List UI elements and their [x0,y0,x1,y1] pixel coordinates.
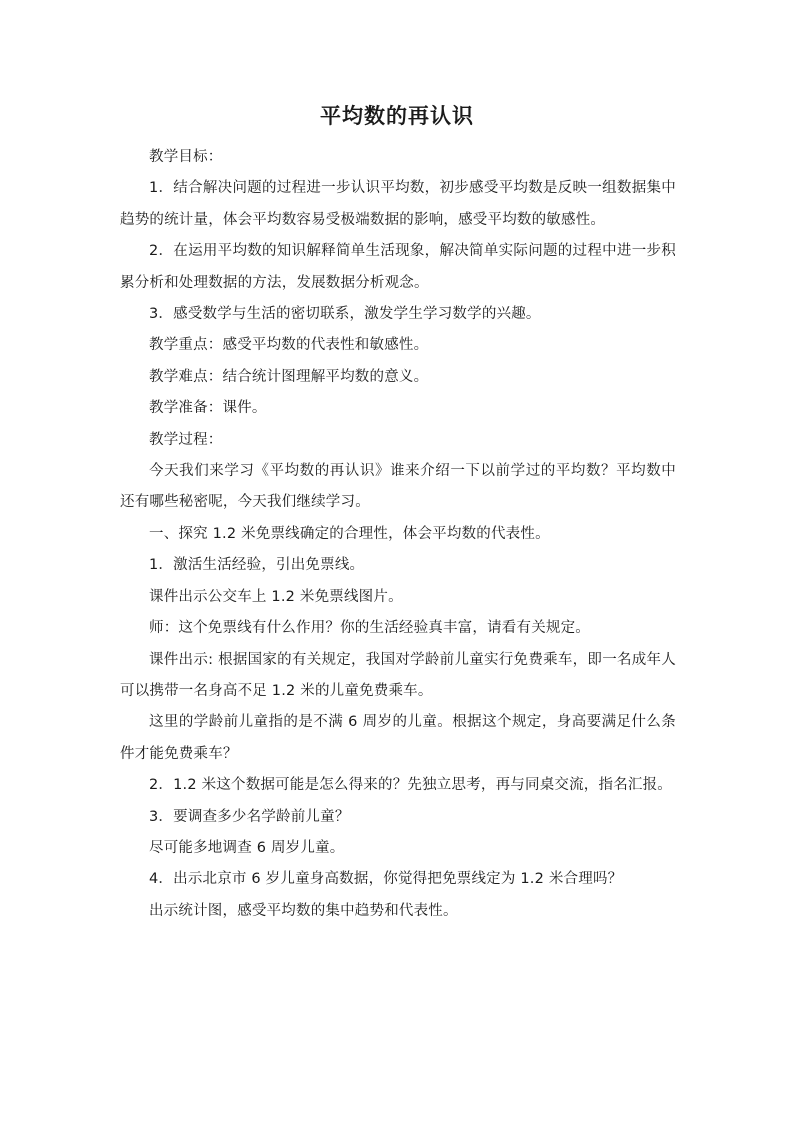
courseware-regulation: 课件出示: 根据国家的有关规定，我国对学龄前儿童实行免费乘车，即一名成年人可以携带一名身高不足 1.2 米的儿童免费乘车。 [120,651,676,699]
part-one-heading: 一、探究 1.2 米免票线确定的合理性，体会平均数的代表性。 [149,525,550,542]
objective-2: 2．在运用平均数的知识解释简单生活现象，解决简单实际问题的过程中进一步积累分析和处理数据的方法，发展数据分析观念。 [120,243,676,291]
show-chart-paragraph: 出示统计图，感受平均数的集中趋势和代表性。 [149,902,458,919]
section-heading-process: 教学过程： [149,431,223,448]
document-title: 平均数的再认识 [320,103,474,128]
document-body [120,142,676,927]
section-heading-objectives: 教学目标： [149,149,223,165]
introduction-paragraph: 今天我们来学习《平均数的再认识》谁来介绍一下以前学过的平均数？平均数中还有哪些秘密呢，今天我们继续学习。 [120,463,676,511]
teaching-difficulty: 教学难点：结合统计图理解平均数的意义。 [149,368,429,385]
regulation-explanation: 这里的学龄前儿童指的是不满 6 周岁的儿童。根据这个规定，身高要满足什么条件才能免费乘车？ [120,714,676,762]
teaching-preparation: 教学准备：课件。 [149,400,267,417]
objective-1: 1．结合解决问题的过程进一步认识平均数，初步感受平均数是反映一组数据集中趋势的统计量，体会平均数容易受极端数据的影响，感受平均数的敏感性。 [120,180,676,228]
objective-3: 3．感受数学与生活的密切联系，激发学生学习数学的兴趣。 [149,306,541,323]
step-3: 3．要调查多少名学龄前儿童？ [149,808,350,825]
teaching-focus: 教学重点：感受平均数的代表性和敏感性。 [149,337,429,354]
step-3-answer: 尽可能多地调查 6 周岁儿童。 [149,839,345,856]
step-2: 2．1.2 米这个数据可能是怎么得来的？先独立思考，再与同桌交流，指名汇报。 [149,777,672,794]
teacher-question: 师：这个免票线有什么作用？你的生活经验真丰富，请看有关规定。 [149,620,590,637]
step-1: 1．激活生活经验，引出免票线。 [149,557,365,574]
courseware-bus-line: 课件出示公交车上 1.2 米免票线图片。 [149,588,403,605]
step-4: 4．出示北京市 6 岁儿童身高数据，你觉得把免票线定为 1.2 米合理吗？ [149,871,623,888]
